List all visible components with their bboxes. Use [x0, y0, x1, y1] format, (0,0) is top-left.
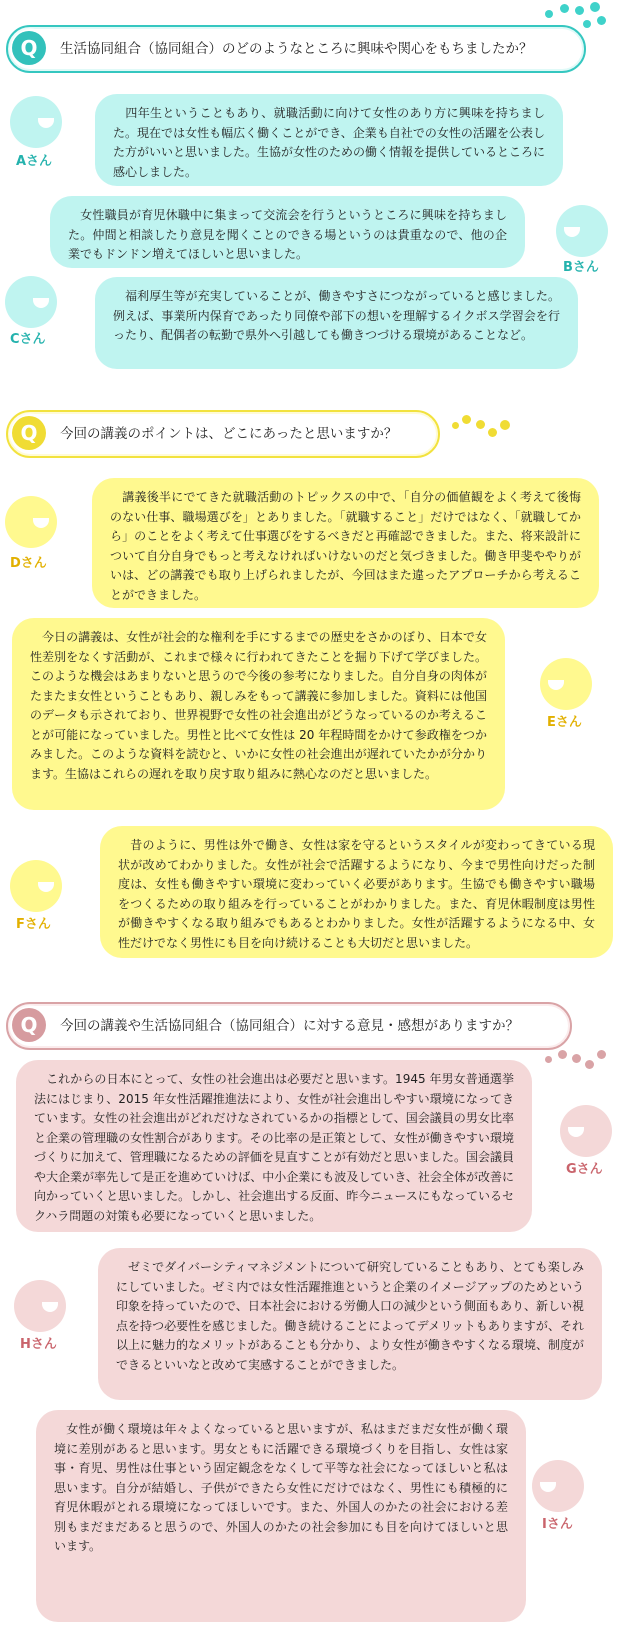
question-text: 今回の講義のポイントは、どこにあったと思いますか？ [60, 426, 398, 442]
decor-dot [590, 2, 600, 12]
decor-dot [545, 1056, 552, 1063]
question-bar [6, 1002, 572, 1050]
answer-bubble-f: 昔のように、男性は外で働き、女性は家を守るというスタイルが変わってきている現状が改めてわかりました。女性が社会で活躍するようになり、今まで男性向けだった制度は、女性も働きやすい環境に変わっていく必要があります。生協でも働きやすい職場をつくるための取り組みを行っていることがわかりました。また、育児休暇制度は男性が働きやすくなる取り組みでもあるとわかりました。女性が活躍するようになる中、女性だけでなく男性にも目を向け続けることも大切だと思いました。 [100, 826, 613, 958]
q-icon: Q [12, 416, 46, 450]
answer-bubble-b: 女性職員が育児休職中に集まって交流会を行うというところに興味を持ちました。仲間と相談したり意見を聞くことのできる場というのは貴重なので、他の企業でもドンドン増えてほしいと思いました。 [50, 196, 525, 268]
answer-bubble-g: これからの日本にとって、女性の社会進出は必要だと思います。1945 年男女普通選挙法にはじまり、2015 年女性活躍推進法により、女性が社会進出しやすい環境になってきています。女性の社会進出がどれだけなされているかの指標として、国会議員の男女比率と企業の管理職の女性割合があります。その比率の是正策として、女性が働きやすい環境づくりに加えて、管理職になるための評価を見直すことが有効だと思いました。国会議員や大企業が率先して是正を進めていけば、中小企業にも波及していき、社会全体が改善に向かっていくと思いました。しかし、社会進出する反面、昨今ニュースにもなっているセクハラ問題の対策も必要になっていくと思いました。 [16, 1060, 532, 1232]
decor-dot [462, 415, 471, 424]
decor-dot [545, 10, 553, 18]
speaker-name-a: Aさん [16, 154, 53, 169]
decor-dot [500, 420, 510, 430]
q-icon: Q [12, 1008, 46, 1042]
decor-dot [597, 1050, 606, 1059]
decor-dot [575, 6, 584, 15]
avatar-e [540, 658, 592, 710]
speaker-name-d: Dさん [10, 556, 47, 571]
answer-bubble-c: 福利厚生等が充実していることが、働きやすさにつながっていると感じました。例えば、事業所内保育であったり同僚や部下の想いを理解するイクボス学習会を行ったり、配偶者の転勤で県外へ引越しても働きつづける環境があることなど。 [95, 277, 578, 369]
question-text: 生活協同組合（協同組合）のどのようなところに興味や関心をもちましたか？ [60, 41, 533, 57]
avatar-a [10, 96, 62, 148]
question-bar [6, 410, 440, 458]
decor-dot [583, 20, 591, 28]
speaker-name-c: Cさん [10, 332, 46, 347]
answer-bubble-e: 今日の講義は、女性が社会的な権利を手にするまでの歴史をさかのぼり、日本で女性差別をなくす活動が、これまで様々に行われてきたことを掘り下げて学びました。このような機会はあまりないと思うので今後の参考になりました。自分自身の肉体がたまたま女性ということもあり、親しみをもって講義に参加しました。資料には他国のデータも示されており、世界視野で女性の社会進出がどうなっているのか考えることが可能になっていました。男性と比べて女性は 20 年程時間をかけて参政権をつかみました。このような資料を読むと、いかに女性の社会進出が遅れていたかが分かります。生協はこれらの遅れを取り戻す取り組みに熱心なのだと思いました。 [12, 618, 505, 810]
decor-dot [572, 1054, 581, 1063]
answer-bubble-i: 女性が働く環境は年々よくなっていると思いますが、私はまだまだ女性が働く環境に差別があると思います。男女ともに活躍できる環境づくりを目指し、女性は家事・育児、男性は仕事という固定観念をなくして平等な社会になってほしいと私は思います。自分が結婚し、子供ができたら女性にだけではなく、男性にも積極的に育児休暇がとれる環境になってほしいです。また、外国人のかたの社会における差別もまだまだあると思うので、外国人のかたの社会参加にも目を向けてほしいと思います。 [36, 1410, 526, 1622]
answer-bubble-a: 四年生ということもあり、就職活動に向けて女性のあり方に興味を持ちました。現在では女性も幅広く働くことができ、企業も自社での女性の活躍を公表した方がいいと思いました。生協が女性のための働く情報を提供しているところに感心しました。 [95, 94, 563, 186]
speaker-name-i: Iさん [542, 1517, 573, 1532]
speaker-name-f: Fさん [16, 917, 51, 932]
avatar-g [560, 1105, 612, 1157]
question-bar [6, 25, 586, 73]
speaker-name-b: Bさん [563, 260, 599, 275]
answer-bubble-d: 講義後半にでてきた就職活動のトピックスの中で、「自分の価値観をよく考えて後悔のない仕事、職場選びを」とありました。「就職すること」だけではなく、「就職してから」のことをよく考えて仕事選びをするべきだと再確認できました。また、将来設計について自分自身でもっと考えなければいけないのだと気づきました。働き甲斐ややりがいは、どの講義でも取り上げられましたが、今回はまた違ったアプローチから考えることができました。 [92, 478, 599, 608]
decor-dot [585, 1060, 594, 1069]
decor-dot [476, 420, 485, 429]
avatar-i [532, 1460, 584, 1512]
speaker-name-g: Gさん [566, 1162, 603, 1177]
decor-dot [597, 16, 606, 25]
question-text: 今回の講義や生活協同組合（協同組合）に対する意見・感想がありますか？ [60, 1018, 519, 1034]
avatar-c [5, 276, 57, 328]
speaker-name-h: Hさん [20, 1337, 57, 1352]
decor-dot [452, 422, 459, 429]
avatar-f [10, 860, 62, 912]
avatar-h [14, 1280, 66, 1332]
decor-dot [488, 428, 497, 437]
decor-dot [558, 1050, 567, 1059]
avatar-d [5, 496, 57, 548]
q-icon: Q [12, 31, 46, 65]
avatar-b [556, 205, 608, 257]
decor-dot [560, 4, 569, 13]
answer-bubble-h: ゼミでダイバーシティマネジメントについて研究していることもあり、とても楽しみにしていました。ゼミ内では女性活躍推進というと企業のイメージアップのためという印象を持っていたので、日本社会における労働人口の減少という側面もあり、新しい視点を持つ必要性を感じました。働き続けることによってデメリットもありますが、それ以上に魅力的なメリットがあることも分かり、より女性が働きやすくなる環境、制度ができるといいなと改めて実感することができました。 [98, 1248, 602, 1400]
speaker-name-e: Eさん [547, 715, 582, 730]
